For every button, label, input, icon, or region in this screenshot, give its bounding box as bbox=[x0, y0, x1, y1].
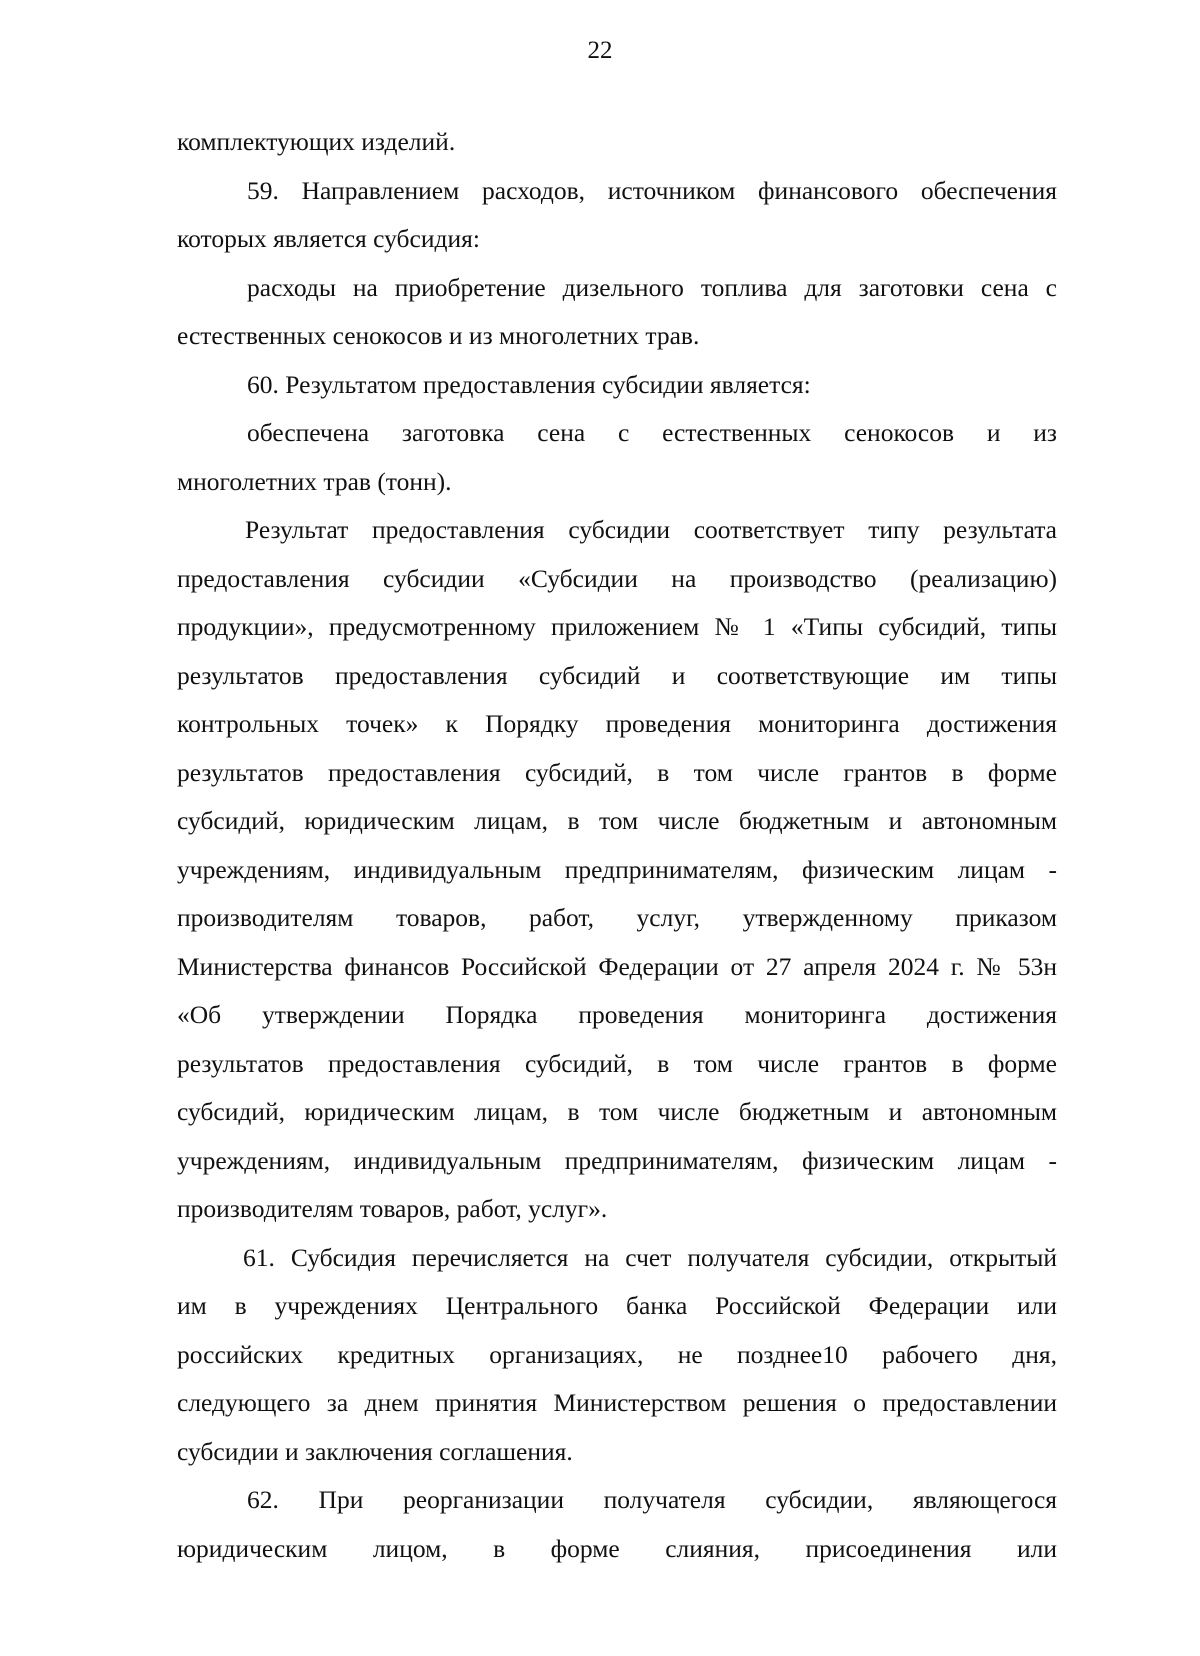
text-line: учреждениям, индивидуальным предпринимателям, физическим лицам - bbox=[177, 854, 1057, 884]
text-line: субсидий, юридическим лицам, в том числе бюджетным и автономным bbox=[177, 806, 1057, 835]
text-line: производителям товаров, работ, услуг». bbox=[177, 1194, 608, 1223]
text-line: многолетних трав (тонн). bbox=[177, 466, 452, 496]
text-line: 62. При реорганизации получателя субсидии, являющегося bbox=[247, 1485, 1057, 1514]
text-line: продукции», предусмотренному приложением № 1 «Типы субсидий, типы bbox=[177, 612, 1057, 641]
text-line: предоставления субсидии «Субсидии на производство (реализацию) bbox=[177, 563, 1057, 593]
text-line: учреждениям, индивидуальным предпринимателям, физическим лицам - bbox=[177, 1145, 1057, 1175]
text-line: комплектующих изделий. bbox=[177, 127, 456, 156]
text-line: юридическим лицом, в форме слияния, присоединения или bbox=[177, 1533, 1057, 1563]
text-line: которых является субсидия: bbox=[177, 224, 480, 253]
text-line: Результат предоставления субсидии соответствует типу результата bbox=[245, 515, 1057, 544]
text-line: им в учреждениях Центрального банка Российской Федерации или bbox=[177, 1291, 1057, 1320]
text-line: 61. Субсидия перечисляется на счет получателя субсидии, открытый bbox=[243, 1242, 1057, 1272]
text-line: следующего за днем принятия Министерством решения о предоставлении bbox=[177, 1388, 1057, 1417]
text-line: результатов предоставления субсидий и соответствующие им типы bbox=[177, 660, 1057, 690]
text-line: 59. Направлением расходов, источником финансового обеспечения bbox=[247, 175, 1057, 205]
text-line: контрольных точек» к Порядку проведения мониторинга достижения bbox=[177, 709, 1057, 738]
text-line: субсидий, юридическим лицам, в том числе бюджетным и автономным bbox=[177, 1097, 1057, 1126]
text-line: производителям товаров, работ, услуг, утвержденному приказом bbox=[177, 903, 1057, 932]
text-line: субсидии и заключения соглашения. bbox=[177, 1436, 573, 1466]
text-line: результатов предоставления субсидий, в том числе грантов в форме bbox=[177, 1048, 1057, 1078]
page-number: 22 bbox=[587, 37, 613, 64]
text-line: обеспечена заготовка сена с естественных сенокосов и из bbox=[247, 418, 1057, 447]
text-line: естественных сенокосов и из многолетних трав. bbox=[177, 321, 700, 350]
text-line: 60. Результатом предоставления субсидии является: bbox=[247, 369, 811, 399]
text-line: Министерства финансов Российской Федерации от 27 апреля 2024 г. № 53н bbox=[177, 951, 1057, 981]
text-line: результатов предоставления субсидий, в том числе грантов в форме bbox=[177, 757, 1057, 787]
text-line: расходы на приобретение дизельного топлива для заготовки сена с bbox=[247, 272, 1057, 302]
text-line: российских кредитных организациях, не позднее10 рабочего дня, bbox=[177, 1339, 1057, 1369]
document-body bbox=[177, 118, 1057, 1573]
text-line: «Об утверждении Порядка проведения мониторинга достижения bbox=[177, 1000, 1057, 1029]
